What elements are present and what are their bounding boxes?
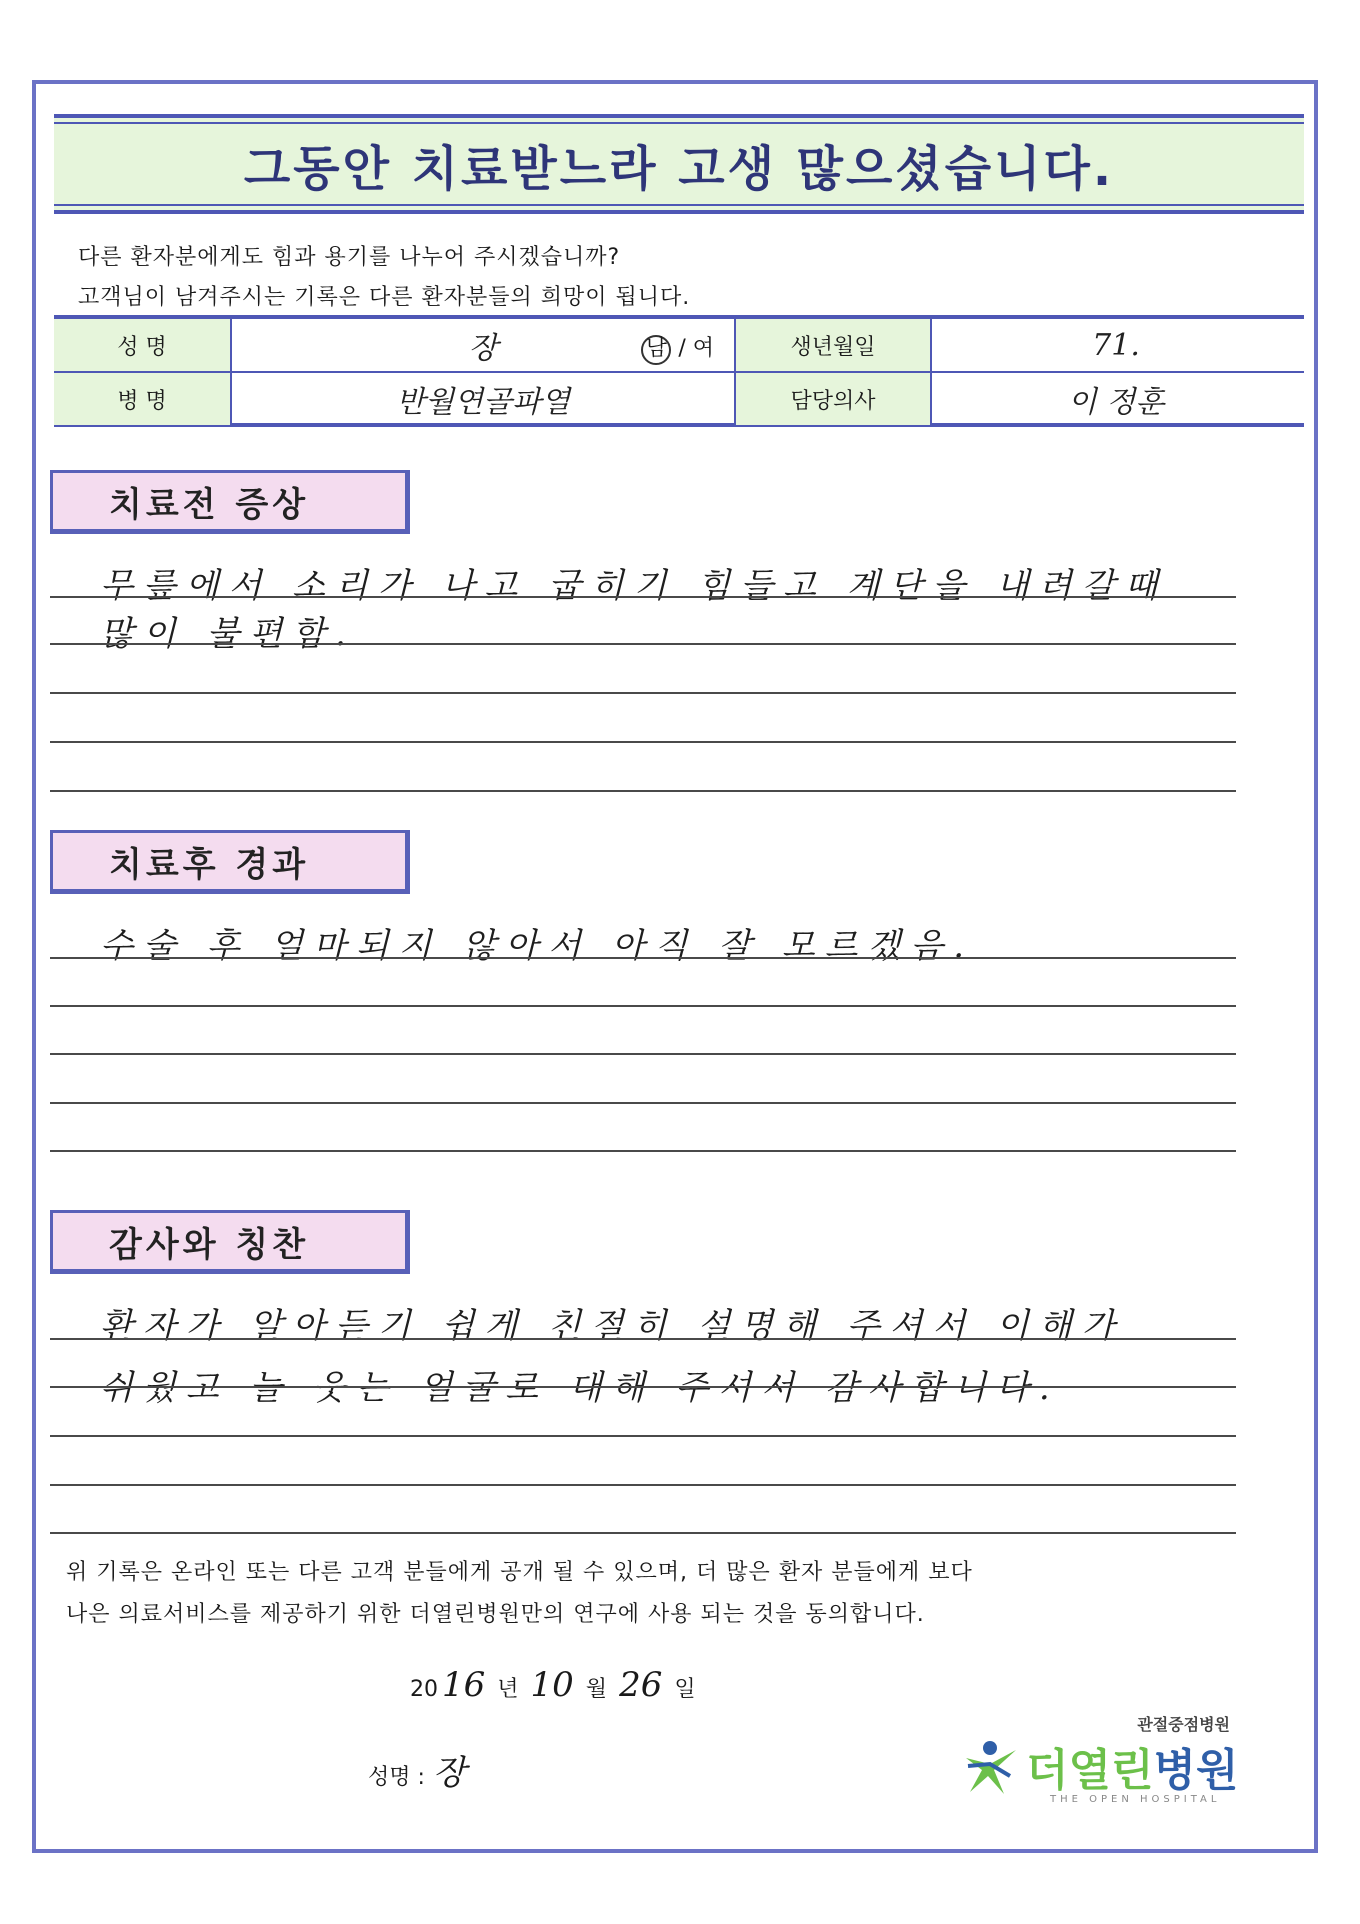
disease-field <box>230 373 734 425</box>
ruled-line <box>50 1005 1236 1007</box>
disease-value: 반월연골파열 <box>396 385 570 420</box>
before-text-line-1: 무릎에서 소리가 나고 굽히기 힘들고 계단을 내려갈때 <box>100 566 1168 606</box>
date-row <box>410 1665 696 1705</box>
date-month-value: 10 <box>530 1665 574 1705</box>
date-year-prefix: 20 <box>410 1677 438 1702</box>
before-text-line-2: 많이 불편함. <box>100 614 356 654</box>
page-title: 그동안 치료받느라 고생 많으셨습니다. <box>243 140 1115 197</box>
signature-value: 장 <box>432 1753 466 1793</box>
date-year-unit: 년 <box>497 1677 519 1702</box>
patient-info-table <box>54 315 1304 427</box>
birth-field <box>930 319 1300 371</box>
gender-selection <box>641 331 714 365</box>
ruled-line <box>50 790 1236 792</box>
hospital-logo-mark-icon <box>960 1736 1024 1800</box>
logo-subtitle: 관절중점병원 <box>1137 1715 1230 1734</box>
ruled-line <box>50 1532 1236 1534</box>
date-year-value: 16 <box>442 1665 486 1705</box>
ruled-line <box>50 1102 1236 1104</box>
birth-label: 생년월일 <box>734 319 930 371</box>
intro-line-1: 다른 환자분에게도 힘과 용기를 나누어 주시겠습니까? <box>78 245 621 270</box>
doctor-field <box>930 373 1300 425</box>
consent-line-2: 나은 의료서비스를 제공하기 위한 더열린병원만의 연구에 사용 되는 것을 동의합니다. <box>66 1602 925 1627</box>
after-text-line-1: 수술 후 얼마되지 않아서 아직 잘 모르겠음. <box>100 926 974 966</box>
logo-name-part-1: 더열린 <box>1026 1745 1154 1796</box>
info-row-2 <box>54 371 1304 425</box>
ruled-line <box>50 692 1236 694</box>
info-row-1 <box>54 319 1304 371</box>
doctor-value: 이 정훈 <box>1067 385 1165 420</box>
date-day-unit: 일 <box>674 1677 696 1702</box>
date-month-unit: 월 <box>585 1677 608 1702</box>
consent-line-1: 위 기록은 온라인 또는 다른 고객 분들에게 공개 될 수 있으며, 더 많은 환자 분들에게 보다 <box>66 1560 973 1585</box>
logo-name-part-2: 병원 <box>1153 1745 1239 1796</box>
gender-female-option: / 여 <box>678 336 714 361</box>
ruled-line <box>50 596 1236 598</box>
ruled-line <box>50 1150 1236 1152</box>
signature-row <box>368 1745 466 1794</box>
date-day-value: 26 <box>619 1665 663 1705</box>
birth-value: 71. <box>1092 327 1140 363</box>
name-label: 성 명 <box>54 319 230 371</box>
disease-label: 병 명 <box>54 373 230 425</box>
ruled-line <box>50 1338 1236 1340</box>
ruled-line <box>50 957 1236 959</box>
ruled-line <box>50 1435 1236 1437</box>
gender-male-circled: 남 <box>641 335 671 365</box>
ruled-line <box>50 1386 1236 1388</box>
ruled-line <box>50 1053 1236 1055</box>
thanks-text-line-1: 환자가 알아듣기 쉽게 친절히 설명해 주셔서 이해가 <box>100 1306 1125 1346</box>
before-treatment-header: 치료전 증상 <box>50 470 410 534</box>
ruled-line <box>50 741 1236 743</box>
signature-label: 성명 : <box>368 1765 425 1790</box>
thanks-header: 감사와 칭찬 <box>50 1210 410 1274</box>
doctor-label: 담당의사 <box>734 373 930 425</box>
name-field <box>230 319 734 371</box>
hospital-logo <box>960 1712 1250 1812</box>
name-value: 장 <box>468 331 498 366</box>
ruled-line <box>50 1484 1236 1486</box>
intro-line-2: 고객님이 남겨주시는 기록은 다른 환자분들의 희망이 됩니다. <box>78 285 691 310</box>
after-treatment-header: 치료후 경과 <box>50 830 410 894</box>
logo-english-name: THE OPEN HOSPITAL <box>1050 1794 1221 1805</box>
title-banner <box>54 114 1304 214</box>
thanks-text-line-2: 쉬웠고 늘 웃는 얼굴로 대해 주셔서 감사합니다. <box>100 1368 1060 1408</box>
logo-name <box>1026 1734 1239 1798</box>
ruled-line <box>50 643 1236 645</box>
